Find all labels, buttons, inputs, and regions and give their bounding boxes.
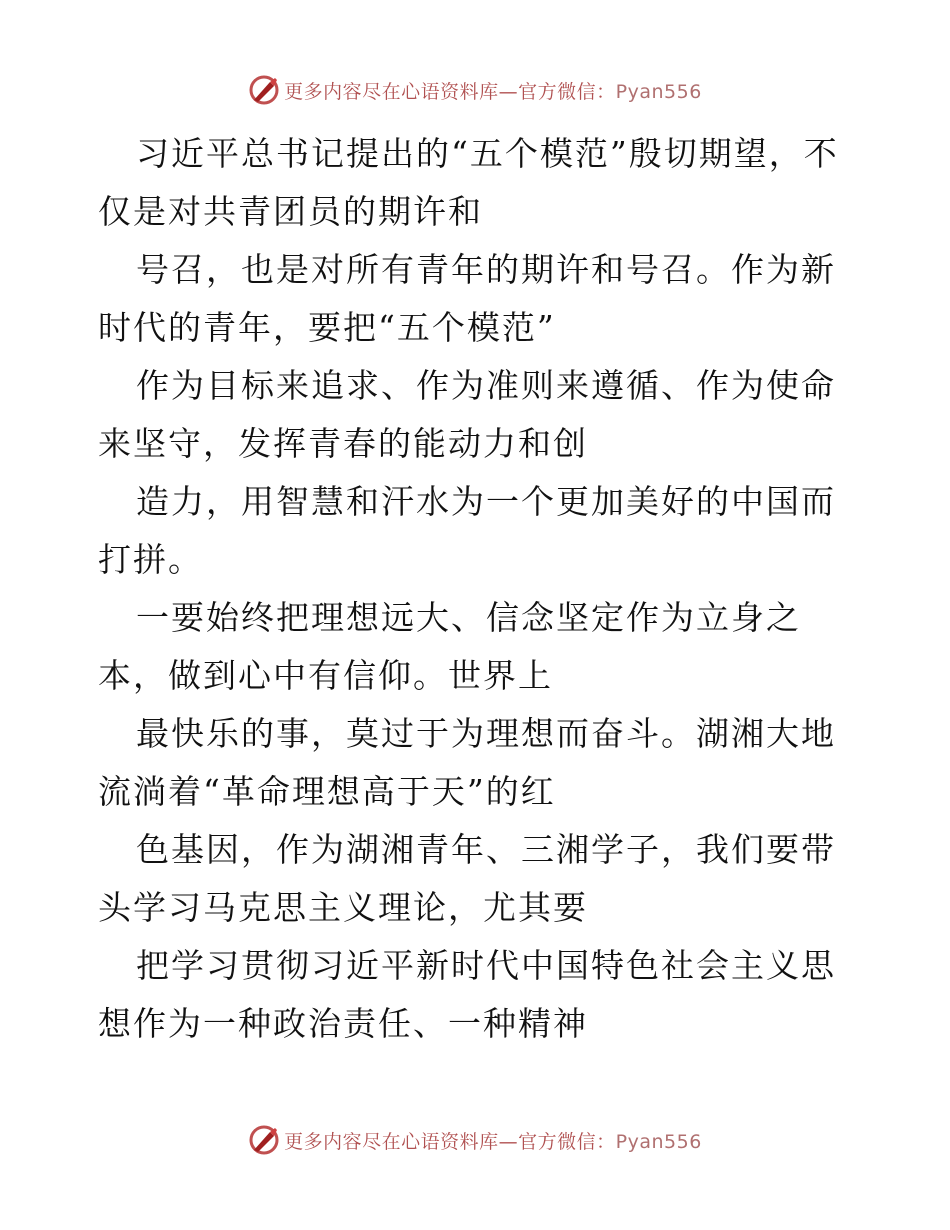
- paragraph: 习近平总书记提出的“五个模范”殷切期望，不仅是对共青团员的期许和: [98, 134, 839, 231]
- paragraph: 色基因，作为湖湘青年、三湘学子，我们要带头学习马克思主义理论，尤其要: [98, 830, 836, 927]
- paragraph: 把学习贯彻习近平新时代中国特色社会主义思想作为一种政治责任、一种精神: [98, 946, 836, 1043]
- paragraph: 造力，用智慧和汗水为一个更加美好的中国而打拼。: [98, 482, 836, 579]
- pen-logo-icon: [248, 1124, 280, 1156]
- paragraph: 最快乐的事，莫过于为理想而奋斗。湖湘大地流淌着“革命理想高于天”的红: [98, 714, 836, 811]
- document-body: [98, 125, 858, 1053]
- wechat-id: Pyan556: [615, 80, 702, 103]
- paragraph: 号召，也是对所有青年的期许和号召。作为新时代的青年，要把“五个模范”: [98, 250, 836, 347]
- watermark-text: 更多内容尽在心语资料库—官方微信：Pyan556: [284, 80, 702, 103]
- paragraph: 一要始终把理想远大、信念坚定作为立身之本，做到心中有信仰。世界上: [98, 598, 801, 695]
- header-watermark: [0, 70, 950, 110]
- pen-logo-icon: [248, 74, 280, 106]
- watermark-text: 更多内容尽在心语资料库—官方微信：Pyan556: [284, 1130, 702, 1153]
- wechat-id: Pyan556: [615, 1130, 702, 1153]
- paragraph: 作为目标来追求、作为准则来遵循、作为使命来坚守，发挥青春的能动力和创: [98, 366, 836, 463]
- footer-watermark: [0, 1120, 950, 1160]
